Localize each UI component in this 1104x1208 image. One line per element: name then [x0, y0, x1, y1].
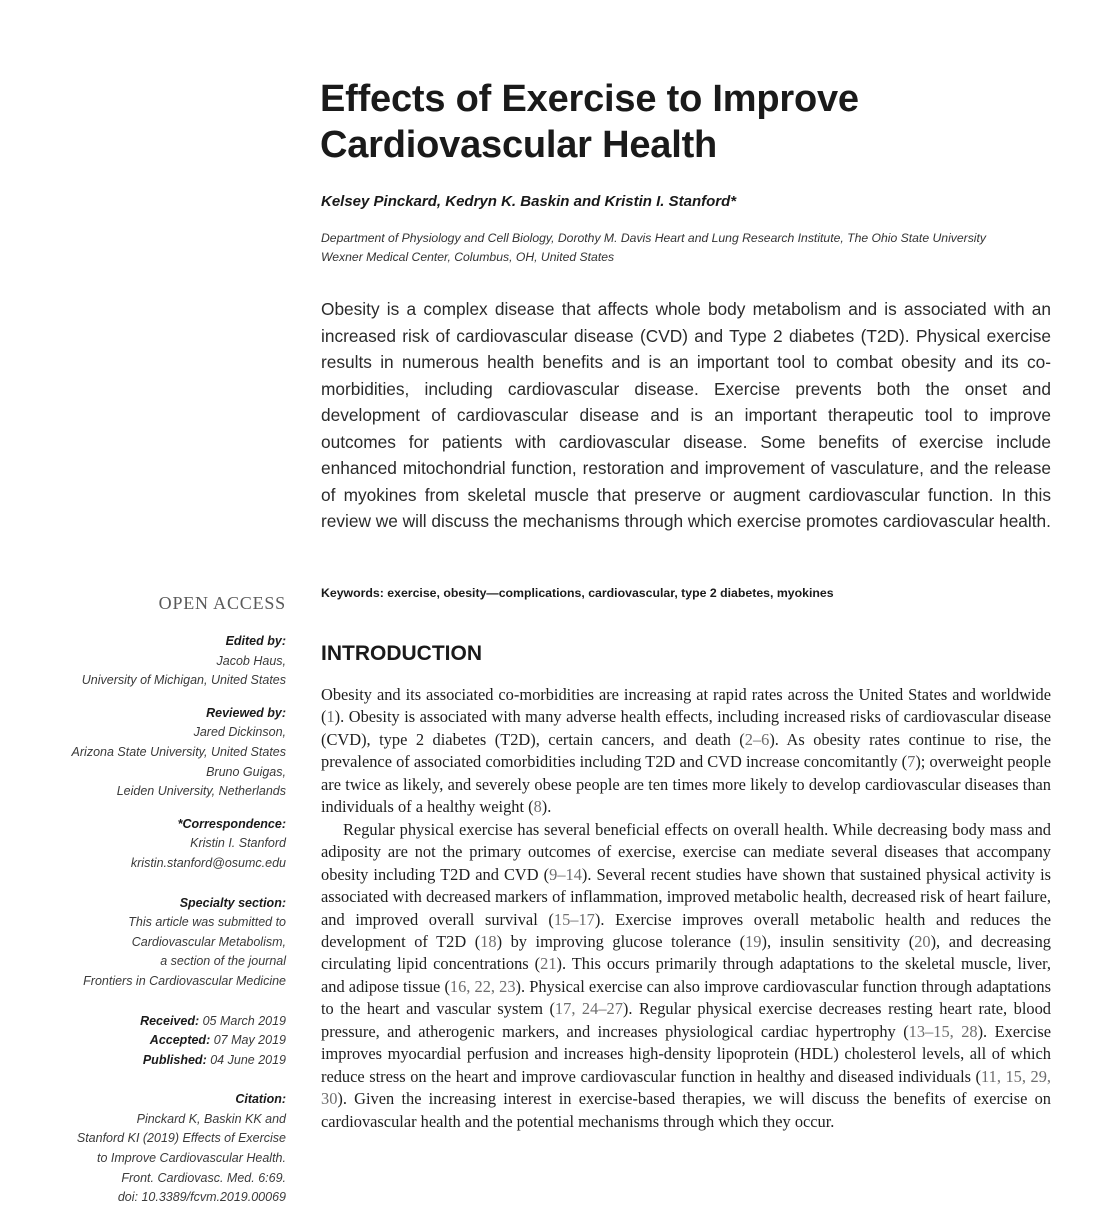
- accepted-value: 07 May 2019: [213, 1033, 286, 1048]
- received-label: Received:: [140, 1013, 200, 1028]
- reviewer-name: Jared Dickinson,: [193, 725, 286, 740]
- affiliation: [321, 229, 1051, 267]
- section-heading-introduction: INTRODUCTION: [321, 642, 482, 665]
- citation-line: Front. Cardiovasc. Med. 6:69.: [121, 1170, 286, 1185]
- accepted-date: [30, 1031, 286, 1051]
- received-value: 05 March 2019: [202, 1013, 286, 1028]
- accepted-label: Accepted:: [149, 1033, 211, 1048]
- citation-reference-link[interactable]: 18: [480, 931, 497, 951]
- reviewed-by-label: Reviewed by:: [206, 705, 286, 720]
- dates-block: [30, 1012, 286, 1071]
- citation-reference-link[interactable]: 8: [533, 797, 542, 817]
- editor-name: Jacob Haus,: [216, 653, 286, 668]
- article-title-line-1: Effects of Exercise to Improve: [320, 78, 859, 120]
- article-title-line-2: Cardiovascular Health: [320, 124, 718, 166]
- introduction-body: [321, 684, 1051, 1133]
- specialty-section-line: Cardiovascular Metabolism,: [131, 934, 286, 949]
- specialty-section-line: Frontiers in Cardiovascular Medicine: [83, 973, 286, 988]
- reviewer-affiliation: Arizona State University, United States: [71, 744, 286, 759]
- citation-line: Pinckard K, Baskin KK and: [136, 1111, 286, 1126]
- published-date: [30, 1051, 286, 1071]
- edited-by-block: [30, 632, 286, 691]
- citation-line: Stanford KI (2019) Effects of Exercise: [76, 1131, 286, 1146]
- specialty-section-block: [30, 894, 286, 992]
- specialty-section-label: Specialty section:: [179, 895, 286, 910]
- affiliation-line-1: Department of Physiology and Cell Biology, Dorothy M. Davis Heart and Lung Research Institute, The Ohio State University: [321, 231, 986, 245]
- affiliation-line-2: Wexner Medical Center, Columbus, OH, United States: [321, 250, 615, 264]
- citation-reference-link[interactable]: 13–15, 28: [908, 1021, 978, 1041]
- citation-reference-link[interactable]: 9–14: [549, 864, 582, 884]
- reviewer-name: Bruno Guigas,: [206, 764, 286, 779]
- citation-doi[interactable]: doi: 10.3389/fcvm.2019.00069: [117, 1190, 286, 1205]
- correspondence-email[interactable]: kristin.stanford@osumc.edu: [130, 855, 286, 870]
- reviewer-affiliation: Leiden University, Netherlands: [116, 784, 286, 799]
- citation-reference-link[interactable]: 1: [326, 707, 335, 727]
- published-value: 04 June 2019: [210, 1052, 286, 1067]
- correspondence-block: [30, 815, 286, 874]
- correspondence-label: *Correspondence:: [177, 816, 286, 831]
- citation-reference-link[interactable]: 15–17: [553, 909, 595, 929]
- citation-reference-link[interactable]: 17, 24–27: [554, 999, 623, 1019]
- citation-block: [30, 1090, 286, 1208]
- introduction-paragraph-1: Obesity and its associated co-morbidities are increasing at rapid rates across the United States and worldwide (1). Obesity is associated with many adverse health effects, including increased risks of cardiovascular disease (CVD), type 2 diabetes (T2D), certain cancers, and death (2–6). As obesity rates continue to rise, the prevalence of associated comorbidities including T2D and CVD increase concomitantly (7); overweight people are twice as likely, and severely obese people are ten times more likely to develop cardiovascular diseases than individuals of a healthy weight (8).: [321, 685, 1051, 817]
- abstract: Obesity is a complex disease that affects whole body metabolism and is associated with an increased risk of cardiovascular disease (CVD) and Type 2 diabetes (T2D). Physical exercise results in numerous health benefits and is an important tool to combat obesity and its co-morbidities, including cardiovascular disease. Exercise prevents both the onset and development of cardiovascular disease and is an important therapeutic tool to improve outcomes for patients with cardiovascular disease. Some benefits of exercise include enhanced mitochondrial function, restoration and improvement of vasculature, and the release of myokines from skeletal muscle that preserve or augment cardiovascular function. In this review we will discuss the mechanisms through which exercise promotes cardiovascular health.: [321, 299, 1051, 531]
- edited-by-label: Edited by:: [225, 634, 286, 648]
- received-date: [30, 1012, 286, 1032]
- citation-reference-link[interactable]: 16, 22, 23: [449, 976, 516, 996]
- editor-affiliation: University of Michigan, United States: [81, 673, 286, 688]
- author-list: Kelsey Pinckard, Kedryn K. Baskin and Kristin I. Stanford*: [321, 193, 737, 210]
- published-label: Published:: [142, 1052, 207, 1067]
- article-info-sidebar: [30, 590, 286, 1208]
- reviewed-by-block: [30, 704, 286, 802]
- citation-reference-link[interactable]: 19: [745, 931, 762, 951]
- specialty-section-line: This article was submitted to: [128, 915, 286, 930]
- specialty-section-line: a section of the journal: [160, 954, 286, 969]
- open-access-label: OPEN ACCESS: [158, 593, 286, 613]
- correspondence-name: Kristin I. Stanford: [190, 836, 286, 851]
- citation-reference-link[interactable]: 7: [907, 752, 916, 772]
- citation-reference-link[interactable]: 20: [914, 931, 931, 951]
- keywords: Keywords: exercise, obesity—complications, cardiovascular, type 2 diabetes, myokines: [321, 586, 834, 600]
- citation-label: Citation:: [235, 1092, 286, 1107]
- citation-reference-link[interactable]: 11, 15, 29, 30: [321, 1066, 1052, 1109]
- introduction-paragraph-2: Regular physical exercise has several beneficial effects on overall health. While decreasing body mass and adiposity are not the primary outcomes of exercise, exercise can mediate several diseases that accompany obesity including T2D and CVD (9–14). Several recent studies have shown that sustained physical activity is associated with decreased markers of inflammation, improved metabolic health, decreased risk of heart failure, and improved overall survival (15–17). Exercise improves overall metabolic health and reduces the development of T2D (18) by improving glucose tolerance (19), insulin sensitivity (20), and decreasing circulating lipid concentrations (21). This occurs primarily through adaptations to the skeletal muscle, liver, and adipose tissue (16, 22, 23). Physical exercise can also improve cardiovascular function through adaptations to the heart and vascular system (17, 24–27). Regular physical exercise decreases resting heart rate, blood pressure, and atherogenic markers, and increases physiological cardiac hypertrophy (13–15, 28). Exercise improves myocardial perfusion and increases high-density lipoprotein (HDL) cholesterol levels, all of which reduce stress on the heart and improve cardiovascular function in healthy and diseased individuals (11, 15, 29, 30). Given the increasing interest in exercise-based therapies, we will discuss the benefits of exercise on cardiovascular health and the potential mechanisms through which they occur.: [321, 819, 1052, 1131]
- citation-line: to Improve Cardiovascular Health.: [97, 1151, 286, 1166]
- article-title: [320, 76, 1060, 168]
- citation-reference-link[interactable]: 21: [540, 954, 557, 974]
- citation-reference-link[interactable]: 2–6: [744, 729, 770, 749]
